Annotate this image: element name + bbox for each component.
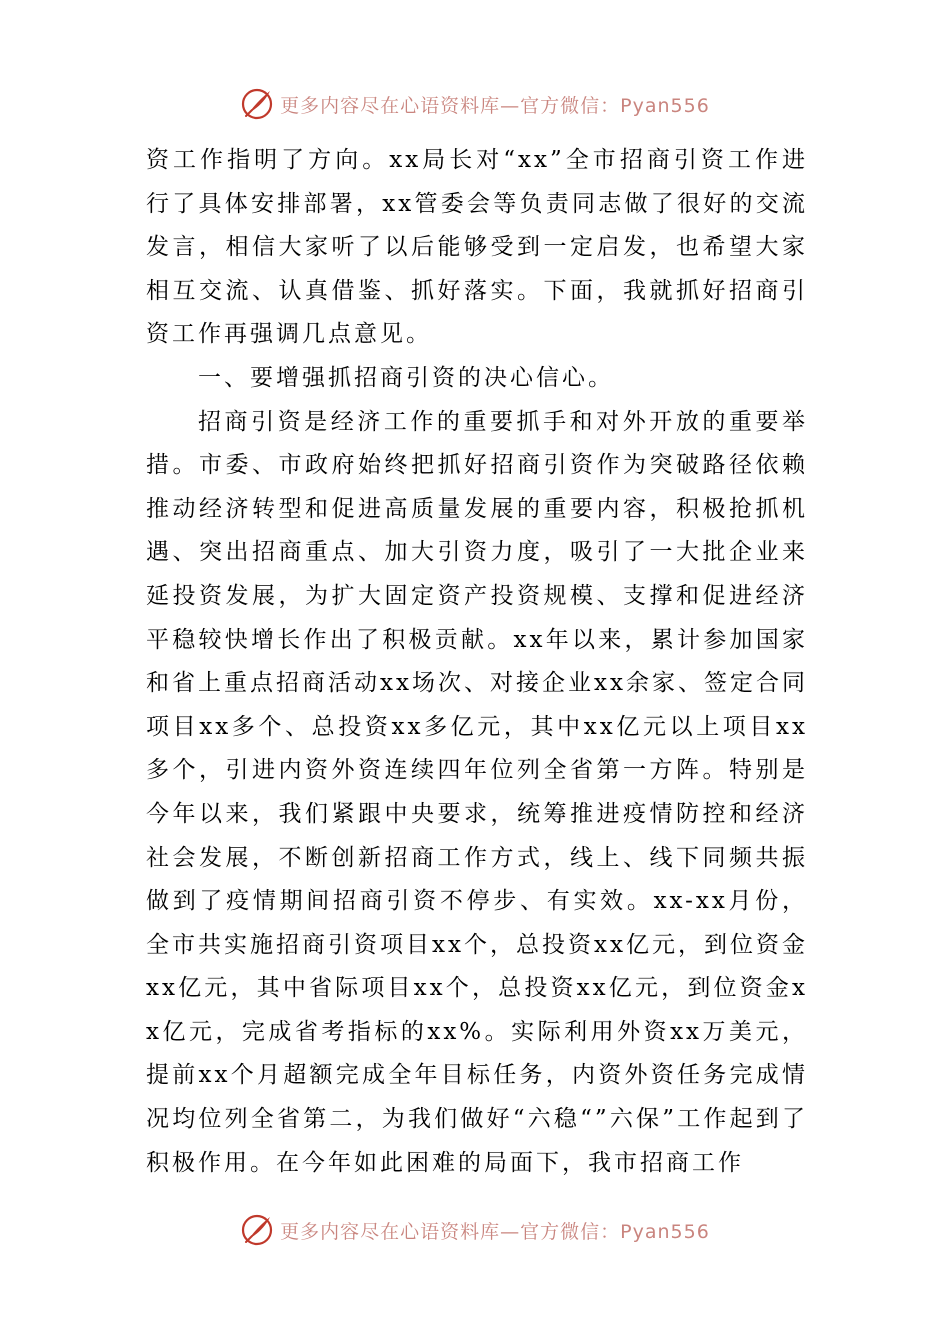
quill-pen-logo-icon <box>240 1213 274 1247</box>
quill-pen-logo-icon <box>240 87 274 121</box>
paragraph-continued: 资工作指明了方向。xx局长对“xx”全市招商引资工作进行了具体安排部署，xx管委会等负责同志做了很好的交流发言，相信大家听了以后能够受到一定启发，也希望大家相互交流、认真借鉴、抓好落实。下面，我就抓好招商引资工作再强调几点意见。 <box>146 147 808 348</box>
paragraph: 招商引资是经济工作的重要抓手和对外开放的重要举措。市委、市政府始终把抓好招商引资作为突破路径依赖推动经济转型和促进高质量发展的重要内容，积极抢抓机遇、突出招商重点、加大引资力度，吸引了一大批企业来延投资发展，为扩大固定资产投资规模、支撑和促进经济平稳较快增长作出了积极贡献。xx年以来，累计参加国家和省上重点招商活动xx场次、对接企业xx余家、签定合同项目xx多个、总投资xx多亿元，其中xx亿元以上项目xx多个，引进内资外资连续四年位列全省第一方阵。特别是今年以来，我们紧跟中央要求，统筹推进疫情防控和经济社会发展，不断创新招商工作方式，线上、线下同频共振做到了疫情期间招商引资不停步、有实效。xx-xx月份，全市共实施招商引资项目xx个，总投资xx亿元，到位资金xx亿元，其中省际项目xx个，总投资xx亿元，到位资金xx亿元，完成省考指标的xx%。实际利用外资xx万美元，提前xx个月超额完成全年目标任务，内资外资任务完成情况均位列全省第二，为我们做好“六稳“”六保”工作起到了积极作用。在今年如此困难的局面下，我市招商工作 <box>146 408 808 1176</box>
header-banner <box>0 84 950 124</box>
section-heading: 一、要增强抓招商引资的决心信心。 <box>198 364 614 391</box>
footer-banner-label: 更多内容尽在心语资料库—官方微信： <box>280 1220 621 1243</box>
footer-banner-text <box>280 1217 710 1244</box>
header-banner-text <box>280 91 710 118</box>
header-wechat-id: Pyan556 <box>620 94 710 117</box>
footer-wechat-id: Pyan556 <box>620 1220 710 1243</box>
header-banner-label: 更多内容尽在心语资料库—官方微信： <box>280 94 621 117</box>
footer-banner <box>0 1210 950 1250</box>
document-body <box>146 139 808 1185</box>
